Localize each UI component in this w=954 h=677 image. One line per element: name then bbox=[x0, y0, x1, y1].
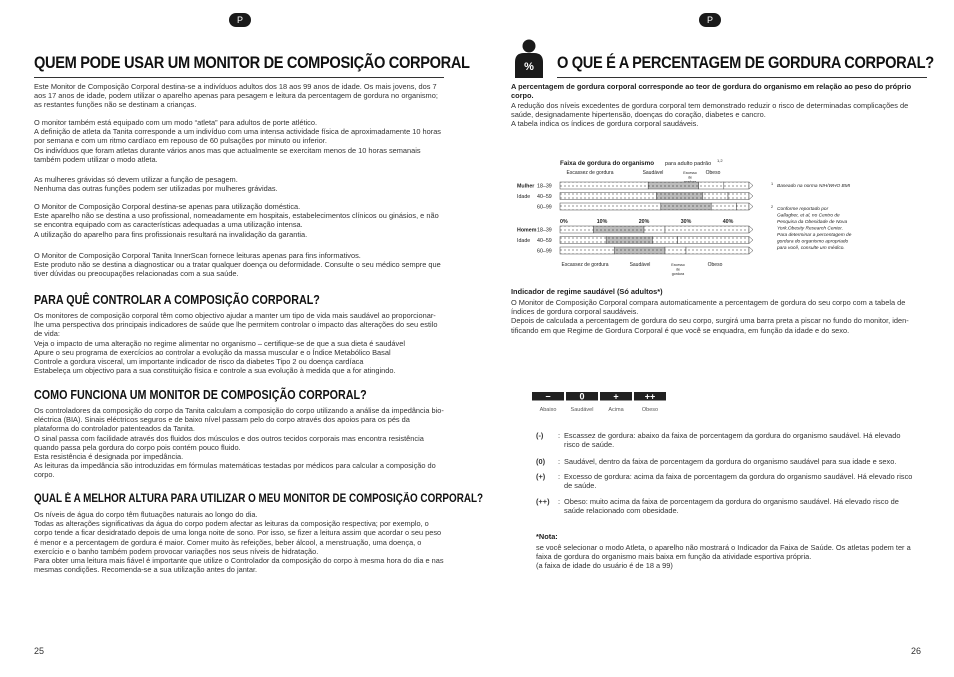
female-range-2-arrow bbox=[749, 203, 753, 210]
bottom-category-label-2: gordura bbox=[671, 272, 685, 276]
chart-heading-sup: 1,2 bbox=[717, 158, 723, 163]
paragraph-athlete-mode: O monitor também está equipado com um modo “atleta” para adultos de porte atlético. A definição de atleta da Tanita corresponde a um indivíduo com uma intensa actividade física de aproximadamente 10 horas por semana e com um ritmo cardíaco em repouso de 60 pulsações por minuto ou inferior. Os indivíduos que foram atletas durante vários anos mas que actualmente se exercitam menos de 10 horas semanais também podem utilizar o modo atleta. bbox=[34, 118, 442, 164]
title-rule bbox=[557, 77, 927, 78]
footnote-2-line: para você, consulte um médico. bbox=[777, 246, 845, 251]
female-age-group-1: 40–59 bbox=[537, 193, 552, 200]
intro-bold: A percentagem de gordura corporal corresponde ao teor de gordura do organismo em relação ao peso do próprio corpo. bbox=[511, 82, 912, 101]
section-heading-why: PARA QUÊ CONTROLAR A COMPOSIÇÃO CORPORAL? bbox=[34, 293, 320, 307]
scale-label-1: 10% bbox=[596, 219, 608, 225]
section-heading-when: QUAL É A MELHOR ALTURA PARA UTILIZAR O MEU MONITOR DE COMPOSIÇÃO CORPORAL? bbox=[34, 493, 484, 505]
note-text: se você selecionar o modo Atleta, o aparelho não mostrará o Indicador da Faixa de Saúde. Os atletas podem ter a faixa de gordura do organismo mais baixa em função da atividade esportiva própria. (a faixa de idade do usuário é de 18 a 99) bbox=[536, 543, 911, 571]
page-title: O QUE É A PERCENTAGEM DE GORDURA CORPORAL? bbox=[557, 53, 934, 72]
male-range-1-segment-2 bbox=[652, 237, 677, 244]
indicator-label-3: Obeso bbox=[641, 407, 659, 413]
male-range-2-segment-2 bbox=[665, 247, 686, 254]
legend-colon: : bbox=[558, 497, 561, 506]
male-range-1-segment-0 bbox=[560, 237, 606, 244]
indicator-symbol-2: + bbox=[613, 391, 619, 402]
female-range-1-arrow bbox=[749, 193, 753, 200]
percent-icon-glyph: % bbox=[524, 61, 534, 73]
footnote-2-line: Gallagher, et al, no Centro de bbox=[777, 213, 840, 219]
top-category-label-2: Excesso bbox=[683, 171, 697, 175]
legend-colon: : bbox=[558, 431, 561, 440]
language-badge: P bbox=[229, 13, 251, 27]
female-age-label: Idade bbox=[517, 193, 531, 200]
bottom-category-label-3: Obeso bbox=[707, 262, 723, 268]
male-age-label: Idade bbox=[517, 237, 531, 244]
legend-key: (-) bbox=[536, 431, 544, 440]
female-range-1-segment-0 bbox=[560, 193, 657, 200]
footnote-2-number: 2 bbox=[771, 205, 774, 209]
female-range-1-segment-1 bbox=[657, 193, 703, 200]
male-range-0-segment-3 bbox=[665, 226, 749, 233]
female-range-0-arrow bbox=[749, 182, 753, 189]
female-range-0-segment-2 bbox=[699, 182, 724, 189]
male-sex-label: Homem bbox=[517, 227, 537, 234]
scale-label-3: 30% bbox=[680, 219, 692, 225]
male-range-2-segment-1 bbox=[615, 247, 665, 254]
bottom-category-label-1: Saudável bbox=[629, 262, 651, 268]
page-title-container bbox=[557, 53, 934, 75]
indicator-symbol-3: ++ bbox=[644, 391, 656, 402]
section-heading-how: COMO FUNCIONA UM MONITOR DE COMPOSIÇÃO CORPORAL? bbox=[34, 388, 367, 402]
legend-key: (++) bbox=[536, 497, 550, 506]
male-range-0-segment-2 bbox=[644, 226, 665, 233]
male-range-2-segment-0 bbox=[560, 247, 615, 254]
indicator-label-1: Saudável bbox=[570, 407, 594, 413]
legend-text: Excesso de gordura: acima da faixa de porcentagem da gordura do organismo saudável. Há elevado risco de saúde. bbox=[564, 472, 913, 491]
indicator-label-2: Acima bbox=[608, 407, 624, 413]
male-range-1-segment-3 bbox=[678, 237, 749, 244]
legend-colon: : bbox=[558, 457, 561, 466]
footnote-2-line: gordura do organismo apropriado bbox=[777, 239, 849, 245]
male-range-2-arrow bbox=[749, 247, 753, 254]
female-sex-label: Mulher bbox=[517, 183, 535, 190]
female-range-2-segment-0 bbox=[560, 203, 661, 210]
bottom-category-label-2: de bbox=[676, 267, 680, 272]
female-range-0-segment-0 bbox=[560, 182, 648, 189]
legend-colon: : bbox=[558, 472, 561, 481]
male-age-group-1: 40–59 bbox=[537, 237, 552, 244]
paragraph-domestic-use: O Monitor de Composição Corporal destina-se apenas para utilização doméstica. Este aparelho não se destina a uso profissional, nomeadamente em hospitais, estabelecimentos clínicos ou ginásios, e não se encontra equipado com as características adequadas a uma utilização intensa. A utilização do aparelho para fins profissionais resultará na invalidação da garantia. bbox=[34, 202, 439, 239]
indicator-title: Indicador de regime saudável (Só adultos*) bbox=[511, 287, 663, 296]
female-range-0-segment-1 bbox=[648, 182, 698, 189]
female-range-1-segment-2 bbox=[703, 193, 728, 200]
scale-label-0: 0% bbox=[560, 219, 568, 225]
indicator-symbol-0: − bbox=[545, 391, 551, 402]
right-page bbox=[477, 0, 954, 677]
male-range-0-arrow bbox=[749, 226, 753, 233]
body-fat-range-chart bbox=[515, 156, 875, 276]
footnote-2-line: Para determinar a percentagem de bbox=[777, 233, 852, 238]
chart-heading-sub: para adulto padrão bbox=[665, 161, 712, 167]
female-age-group-0: 18–39 bbox=[537, 183, 552, 190]
top-category-label-0: Escassez de gordura bbox=[566, 170, 614, 176]
male-range-1-segment-1 bbox=[606, 237, 652, 244]
health-indicator-symbols bbox=[532, 390, 672, 418]
footnote-1-number: 1 bbox=[771, 182, 774, 186]
female-range-2-segment-3 bbox=[736, 203, 749, 210]
paragraph-age-range: Este Monitor de Composição Corporal destina-se a indivíduos adultos dos 18 aos 99 anos de idade. Os mais jovens, dos 7 aos 17 anos de idade, podem utilizar o aparelho apenas para pesagem e leitura da percentagem de gordura no organismo; as restantes funções não se destinam a crianças. bbox=[34, 82, 438, 110]
male-age-group-0: 18–39 bbox=[537, 227, 552, 234]
page-title-container bbox=[34, 53, 470, 75]
section-text-how: Os controladores da composição do corpo da Tanita calculam a composição do corpo utilizando a análise da impedância bio-eléctrica (BIA). Sinais eléctricos seguros e de baixo nível passam pelo do corpo através dos apoios para os pés da plataforma do controlador patenteados da Tanita. O sinal passa com facilidade através dos fluidos dos músculos e dos outros tecidos corporais mas encontra resistência quando passa pela gordura do corpo pois contém pouco fluido. Esta resistência é designada por impedância. As leituras da impedância são introduzidas em fórmulas matemáticas testadas por médicos para calcular a composição do corpo. bbox=[34, 406, 444, 480]
paragraph-pregnant: As mulheres grávidas só devem utilizar a função de pesagem. Nenhuma das outras funções podem ser utilizadas por mulheres grávidas. bbox=[34, 175, 278, 194]
legend-text: Escassez de gordura: abaixo da faixa de porcentagem da gordura do organismo saudável. Há elevado risco de saúde. bbox=[564, 431, 901, 450]
note-title: *Nota: bbox=[536, 532, 558, 541]
bottom-category-label-0: Escassez de gordura bbox=[561, 262, 609, 268]
title-rule bbox=[34, 77, 444, 78]
footnote-2-line: York.Obesity Research Center. bbox=[777, 226, 843, 232]
page-number: 26 bbox=[911, 646, 922, 656]
male-range-0-segment-1 bbox=[594, 226, 644, 233]
footnote-2-line: Conforme reportado por bbox=[777, 207, 829, 212]
top-category-label-3: Obeso bbox=[705, 170, 721, 176]
legend-key: (+) bbox=[536, 472, 546, 481]
female-age-group-2: 60–99 bbox=[537, 204, 552, 211]
section-text-when: Os níveis de água do corpo têm flutuações naturais ao longo do dia. Todas as alterações significativas da água do corpo podem afectar as leituras da composição respectiva; por exemplo, o corpo tende a ficar desidratado depois de uma longa noite de sono. Por isso, se fizer a leitura assim que acordar o seu peso é menor e a percentagem de gordura é maior. Comer muito às refeições, beber álcool, a menstruação, uma doença, o exercício e o banho também podem provocar variações nos seus níveis de hidratação. Para obter uma leitura mais fiável é importante que utilize o Controlador da composição do corpo à mesma hora do dia e nas mesmas condições. Recomenda-se a sua utilização antes do jantar. bbox=[34, 510, 444, 575]
female-range-1-segment-3 bbox=[728, 193, 749, 200]
scale-label-2: 20% bbox=[638, 219, 650, 225]
top-category-label-1: Saudável bbox=[642, 170, 664, 176]
language-badge: P bbox=[699, 13, 721, 27]
section-text-why: Os monitores de composição corporal têm como objectivo ajudar a manter um tipo de vida mais saudável ao proporcionar-lhe uma perspectiva dos principais indicadores de saúde que lhe permitem controlar o impacto das alterações do seu estilo de vida: Veja o impacto de uma alteração no regime alimentar no organismo – certifique-se de que a sua dieta é saudável Apure o seu programa de exercícios ao controlar a evolução da massa muscular e o Índice Metabólico Basal Controle a gordura visceral, um importante indicador de risco da diabetes Tipo 2 ou doença cardíaca Estabeleça um objectivo para a sua constituição física e controle a sua evolução à medida que a for atingindo. bbox=[34, 311, 438, 376]
page-title: QUEM PODE USAR UM MONITOR DE COMPOSIÇÃO CORPORAL bbox=[34, 53, 470, 72]
intro-text: A redução dos níveis excedentes de gordura corporal tem demonstrado reduzir o risco de determinadas complicações de saúde, designadamente hipertensão, doenças do coração, diabetes e cancro. A tabela indica os índices de gordura corporal saudáveis. bbox=[511, 101, 909, 129]
paragraph-informative: O Monitor de Composição Corporal Tanita InnerScan fornece leituras apenas para fins informativos. Este produto não se destina a diagnosticar ou a tratar qualquer doença ou deformidade. Consulte o seu médico sempre que tiver dúvidas ou preocupações relacionadas com a sua saúde. bbox=[34, 251, 441, 279]
male-age-group-2: 60–99 bbox=[537, 248, 552, 255]
scale-label-4: 40% bbox=[722, 219, 734, 225]
legend-text: Obeso: muito acima da faixa de porcentagem da gordura do organismo saudável. Há elevado risco de saúde relacionado com obesidade. bbox=[564, 497, 899, 516]
body-fat-percent-icon bbox=[511, 38, 547, 78]
male-range-2-segment-3 bbox=[686, 247, 749, 254]
indicator-label-0: Abaixo bbox=[539, 407, 557, 413]
footnote-1: Baseado na norma NIH/WHO BMI bbox=[777, 184, 851, 189]
male-range-0-segment-0 bbox=[560, 226, 594, 233]
female-range-2-segment-2 bbox=[711, 203, 736, 210]
female-range-0-segment-3 bbox=[724, 182, 749, 189]
indicator-text: O Monitor de Composição Corporal compara automaticamente a percentagem de gordura do seu corpo com a tabela de índices de gordura corporal saudáveis. Depois de calculada a percentagem de gordura do seu corpo, surgirá uma barra preta a piscar no fundo do monitor, iden-tificando em que Regime de Gordura Corporal é que você se enquadra, em função da idade e do sexo. bbox=[511, 298, 909, 335]
female-range-2-segment-1 bbox=[661, 203, 711, 210]
bottom-category-label-2: Excesso bbox=[671, 263, 685, 267]
legend-text: Saudável, dentro da faixa de porcentagem da gordura do organismo saudável para sua idade e sexo. bbox=[564, 457, 897, 466]
indicator-symbol-1: 0 bbox=[579, 391, 585, 402]
male-range-1-arrow bbox=[749, 237, 753, 244]
page-number: 25 bbox=[34, 646, 45, 656]
footnote-2-line: Pesquisa da Obesidade de Nova bbox=[777, 220, 848, 225]
chart-heading: Faixa de gordura do organismo bbox=[560, 160, 655, 167]
legend-key: (0) bbox=[536, 457, 546, 466]
top-category-label-2: de bbox=[688, 175, 692, 180]
